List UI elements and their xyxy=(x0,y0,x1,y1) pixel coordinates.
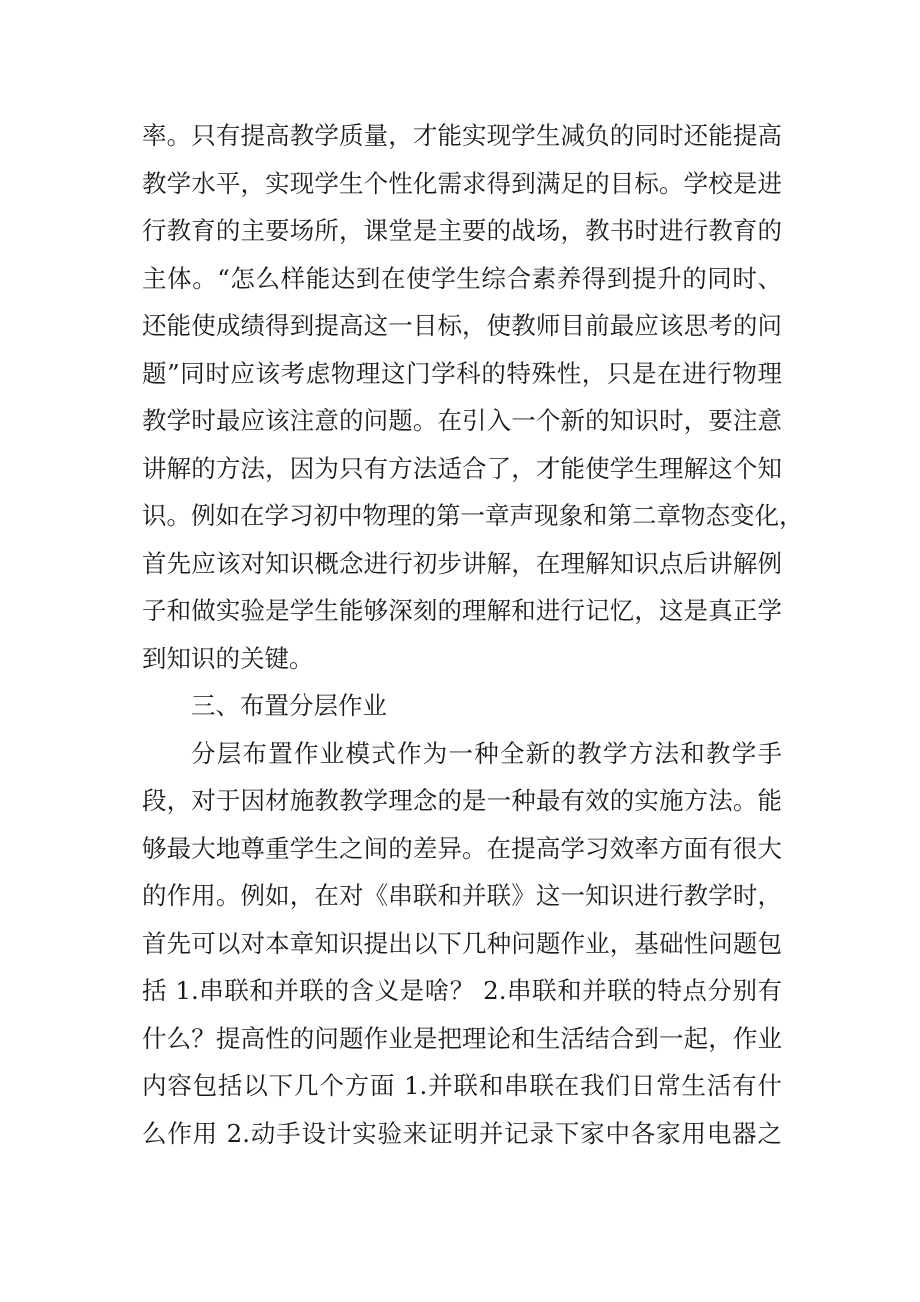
text-line: 段，对于因材施教教学理念的是一种最有效的实施方法。能 xyxy=(142,786,782,815)
text-line: 行教育的主要场所，课堂是主要的战场，教书时进行教育的 xyxy=(142,216,782,245)
text-line: 子和做实验是学生能够深刻的理解和进行记忆，这是真正学 xyxy=(142,596,782,625)
text-line: 够最大地尊重学生之间的差异。在提高学习效率方面有很大 xyxy=(142,833,782,863)
text-line: 首先应该对知识概念进行初步讲解，在理解知识点后讲解例 xyxy=(142,548,782,578)
text-line: 的作用。例如，在对《串联和并联》这一知识进行教学时， xyxy=(142,881,782,910)
paragraph-2 xyxy=(142,730,782,1158)
text-line: 率。只有提高教学质量，才能实现学生减负的同时还能提高 xyxy=(142,121,782,150)
text-line: 教学时最应该注意的问题。在引入一个新的知识时，要注意 xyxy=(142,406,782,435)
text-line: 么作用 2.动手设计实验来证明并记录下家中各家用电器之 xyxy=(142,1118,782,1148)
text-line: 括 1.串联和并联的含义是啥？ 2.串联和并联的特点分别有 xyxy=(142,976,782,1005)
text-line: 还能使成绩得到提高这一目标，使教师目前最应该思考的问 xyxy=(142,311,782,340)
text-line: 讲解的方法，因为只有方法适合了，才能使学生理解这个知 xyxy=(142,453,782,483)
text-line: 什么？提高性的问题作业是把理论和生活结合到一起，作业 xyxy=(142,1023,782,1053)
section-heading: 三、布置分层作业 xyxy=(191,691,387,720)
text-line: 到知识的关键。 xyxy=(142,643,314,673)
paragraph-1 xyxy=(142,112,804,682)
text-line: 教学水平，实现学生个性化需求得到满足的目标。学校是进 xyxy=(142,168,782,198)
text-line: 识。例如在学习初中物理的第一章声现象和第二章物态变化， xyxy=(142,501,804,530)
document-body xyxy=(142,112,804,1157)
text-line: 分层布置作业模式作为一种全新的教学方法和教学手 xyxy=(191,738,782,768)
text-line: 内容包括以下几个方面 1.并联和串联在我们日常生活有什 xyxy=(142,1071,782,1100)
text-line: 题”同时应该考虑物理这门学科的特殊性，只是在进行物理 xyxy=(142,358,782,388)
text-line: 主体。“怎么样能达到在使学生综合素养得到提升的同时、 xyxy=(142,263,782,293)
text-line: 首先可以对本章知识提出以下几种问题作业，基础性问题包 xyxy=(142,928,782,958)
